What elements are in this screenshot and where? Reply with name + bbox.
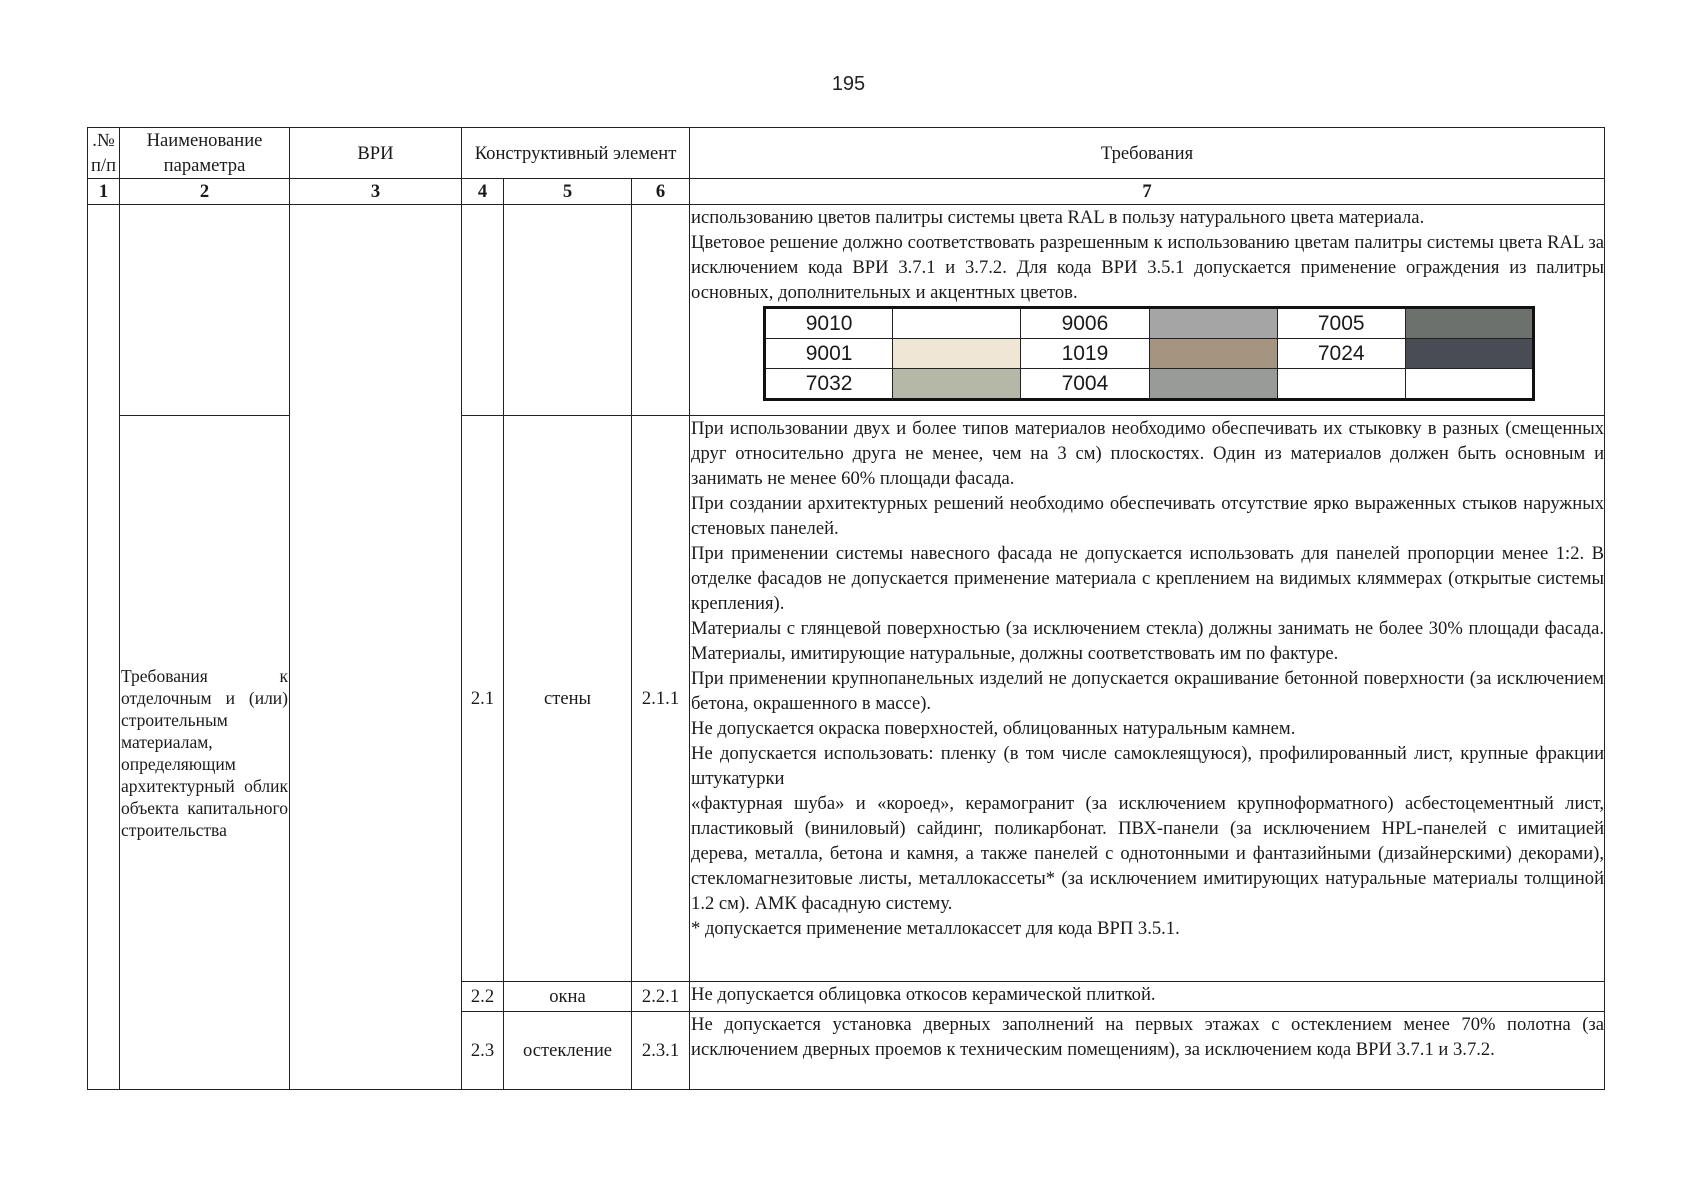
element-num-cell xyxy=(462,205,504,416)
requirement-paragraph: Не допускается облицовка откосов керамической плиткой. xyxy=(691,984,1156,1005)
vri-cell xyxy=(290,205,462,1090)
table-row xyxy=(88,205,1605,416)
requirements-cell xyxy=(690,982,1605,1012)
requirement-paragraph: «фактурная шуба» и «короед», керамогранит (за исключением крупноформатного) асбестоцементный лист, пластиковый (виниловый) сайдинг, поликарбонат. ПВХ-панели (за исключением HPL-панелей с имитацией дерева, металла, бетона и камня, а также панелей с однотонными и фантазийными (дизайнерскими) декорами), стекломагнезитовые листы, металлокассеты* (за исключением имитирующих натуральные материалы толщиной 1.2 см). АМК фасадную систему. xyxy=(691,793,1605,914)
requirement-paragraph: использованию цветов палитры системы цвета RAL в пользу натурального цвета материала. xyxy=(691,207,1425,228)
ral-swatch xyxy=(1149,369,1277,400)
column-number: 7 xyxy=(690,179,1605,205)
ral-code: 9001 xyxy=(765,339,893,369)
column-number: 4 xyxy=(462,179,504,205)
ral-swatch xyxy=(1405,339,1533,369)
ral-swatch xyxy=(893,369,1021,400)
ral-swatch xyxy=(893,308,1021,339)
ral-code: 9006 xyxy=(1021,308,1149,339)
header-vri: ВРИ xyxy=(290,128,462,179)
requirement-paragraph: При создании архитектурных решений необходимо обеспечивать отсутствие ярко выраженных стыков наружных стеновых панелей. xyxy=(691,493,1605,539)
requirements-cell xyxy=(690,205,1605,416)
header-requirements: Требования xyxy=(690,128,1605,179)
requirement-paragraph: При применении крупнопанельных изделий не допускается окрашивание бетонной поверхности (за исключением бетона, окрашенного в массе). xyxy=(691,668,1605,714)
ral-code: 9010 xyxy=(765,308,893,339)
requirement-paragraph: Не допускается установка дверных заполнений на первых этажах с остеклением менее 70% полотна (за исключением дверных проемов к техническим помещениям), за исключением кода ВРИ 3.7.1 и 3.7.2. xyxy=(691,1014,1605,1060)
requirement-code: 2.2.1 xyxy=(632,982,690,1012)
column-number: 5 xyxy=(504,179,632,205)
ral-swatch xyxy=(1149,339,1277,369)
ral-swatch xyxy=(1405,308,1533,339)
ral-code: 7004 xyxy=(1021,369,1149,400)
palette-row xyxy=(765,308,1534,339)
header-num: .№ п/п xyxy=(88,128,120,179)
requirements-cell xyxy=(690,1012,1605,1090)
requirement-code: 2.1.1 xyxy=(632,416,690,982)
requirement-paragraph: Не допускается окраска поверхностей, облицованных натуральным камнем. xyxy=(691,718,1296,739)
requirement-paragraph: При использовании двух и более типов материалов необходимо обеспечивать их стыковку в разных (смещенных друг относительно друга не менее, чем на 3 см) плоскостях. Один из материалов должен быть основным и занимать не менее 60% площади фасада. xyxy=(691,418,1605,489)
ral-code: 1019 xyxy=(1021,339,1149,369)
ral-swatch xyxy=(1149,308,1277,339)
requirement-paragraph: При применении системы навесного фасада не допускается использовать для панелей пропорции менее 1:2. В отделке фасадов не допускается применение материала с креплением на видимых кляммерах (открытые системы крепления). xyxy=(691,543,1605,614)
page-number: 195 xyxy=(831,73,866,95)
column-number: 3 xyxy=(290,179,462,205)
element-num: 2.1 xyxy=(462,416,504,982)
ral-swatch xyxy=(1405,369,1533,400)
ral-code: 7005 xyxy=(1277,308,1405,339)
num-cell xyxy=(88,205,120,1090)
header-param: Наименование параметра xyxy=(120,128,290,179)
param-cell-empty xyxy=(120,205,290,416)
palette-row xyxy=(765,369,1534,400)
column-number-row xyxy=(88,179,1605,205)
element-num: 2.3 xyxy=(462,1012,504,1090)
ral-code: 7032 xyxy=(765,369,893,400)
element-name: окна xyxy=(504,982,632,1012)
code-cell xyxy=(632,205,690,416)
requirement-paragraph: Не допускается использовать: пленку (в том числе самоклеящуюся), профилированный лист, крупные фракции штукатурки xyxy=(691,743,1605,789)
element-name-cell xyxy=(504,205,632,416)
ral-swatch xyxy=(893,339,1021,369)
ral-code: 7024 xyxy=(1277,339,1405,369)
palette-row xyxy=(765,339,1534,369)
requirement-paragraph: Цветовое решение должно соответствовать разрешенным к использованию цветам палитры системы цвета RAL за исключением кода ВРИ 3.7.1 и 3.7.2. Для кода ВРИ 3.5.1 допускается применение ограждения из палитры основных, дополнительных и акцентных цветов. xyxy=(691,232,1605,303)
requirements-cell xyxy=(690,416,1605,982)
column-number: 2 xyxy=(120,179,290,205)
element-name: стены xyxy=(504,416,632,982)
header-row xyxy=(88,128,1605,179)
ral-palette xyxy=(763,306,1535,401)
requirements-table xyxy=(87,127,1605,1090)
element-num: 2.2 xyxy=(462,982,504,1012)
ral-code xyxy=(1277,369,1405,400)
header-element: Конструктивный элемент xyxy=(462,128,690,179)
requirement-code: 2.3.1 xyxy=(632,1012,690,1090)
column-number: 6 xyxy=(632,179,690,205)
requirement-paragraph: * допускается применение металлокассет для кода ВРП 3.5.1. xyxy=(691,918,1180,939)
column-number: 1 xyxy=(88,179,120,205)
requirement-paragraph: Материалы с глянцевой поверхностью (за исключением стекла) должны занимать не более 30% площади фасада. Материалы, имитирующие натуральные, должны соответствовать им по фактуре. xyxy=(691,618,1605,664)
element-name: остекление xyxy=(504,1012,632,1090)
param-name: Требования к отделочным и (или) строительным материалам, определяющим архитектурный облик объекта капитального строительства xyxy=(120,416,290,1090)
